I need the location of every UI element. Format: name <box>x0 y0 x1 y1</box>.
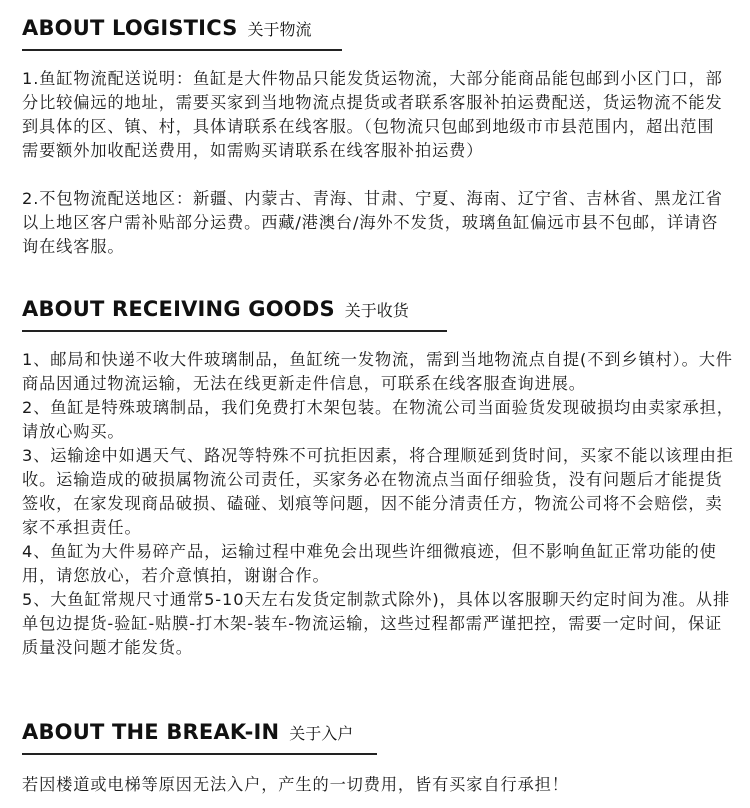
breakin-body <box>22 773 734 797</box>
logistics-heading-en: ABOUT LOGISTICS <box>22 16 238 40</box>
receiving-section <box>22 297 730 332</box>
logistics-section <box>22 16 730 51</box>
receiving-text: 1、邮局和快递不收大件玻璃制品，鱼缸统一发物流，需到当地物流点自提(不到乡镇村）。大件商品因通过物流运输，无法在线更新走件信息，可联系在线客服查询进展。 2、鱼缸是特殊玻璃制品，我们免费打木架包装。在物流公司当面验货发现破损均由卖家承担，请放心购买。 3、运输途中如遇天气、路况等特殊不可抗拒因素，将合理顺延到货时间，买家不能以该理由拒收。运输造成的破损属物流公司责任，买家务必在物流点当面仔细验货，没有问题后才能提货签收，在家发现商品破损、磕碰、划痕等问题，因不能分清责任方，物流公司将不会赔偿，卖家不承担责任。 4、鱼缸为大件易碎产品，运输过程中难免会出现些许细微痕迹，但不影响鱼缸正常功能的使用，请您放心，若介意慎拍，谢谢合作。 5、大鱼缸常规尺寸通常5-10天左右发货定制款式除外)，具体以客服聊天约定时间为准。从排单包边提货-验缸-贴膜-打木架-装车-物流运输，这些过程都需严谨把控，需要一定时间，保证质量没问题才能发货。 <box>22 350 734 657</box>
breakin-heading <box>22 720 730 744</box>
receiving-heading-rule <box>22 330 447 332</box>
receiving-body <box>22 348 734 660</box>
breakin-heading-rule <box>22 753 377 755</box>
logistics-paragraph-2: 2.不包物流配送地区：新疆、内蒙古、青海、甘肃、宁夏、海南、辽宁省、吉林省、黑龙江省以上地区客户需补贴部分运费。西藏/港澳台/海外不发货，玻璃鱼缸偏远市县不包邮，详请咨询在线客服。 <box>22 189 723 256</box>
breakin-section <box>22 720 730 755</box>
receiving-heading-cn: 关于收货 <box>344 301 409 320</box>
logistics-heading <box>22 16 730 40</box>
logistics-heading-cn: 关于物流 <box>247 20 312 39</box>
logistics-paragraph-1: 1.鱼缸物流配送说明：鱼缸是大件物品只能发货运物流，大部分能商品能包邮到小区门口，部分比较偏远的地址，需要买家到当地物流点提货或者联系客服补拍运费配送，货运物流不能发到具体的区、镇、村，具体请联系在线客服。（包物流只包邮到地级市市县范围内，超出范围需要额外加收配送费用，如需购买请联系在线客服补拍运费） <box>22 69 723 160</box>
logistics-body <box>22 67 730 259</box>
breakin-heading-cn: 关于入户 <box>289 724 354 743</box>
breakin-heading-en: ABOUT THE BREAK-IN <box>22 720 280 744</box>
logistics-heading-rule <box>22 49 342 51</box>
receiving-heading <box>22 297 730 321</box>
breakin-text: 若因楼道或电梯等原因无法入户，产生的一切费用，皆有买家自行承担！ <box>22 775 569 794</box>
receiving-heading-en: ABOUT RECEIVING GOODS <box>22 297 335 321</box>
